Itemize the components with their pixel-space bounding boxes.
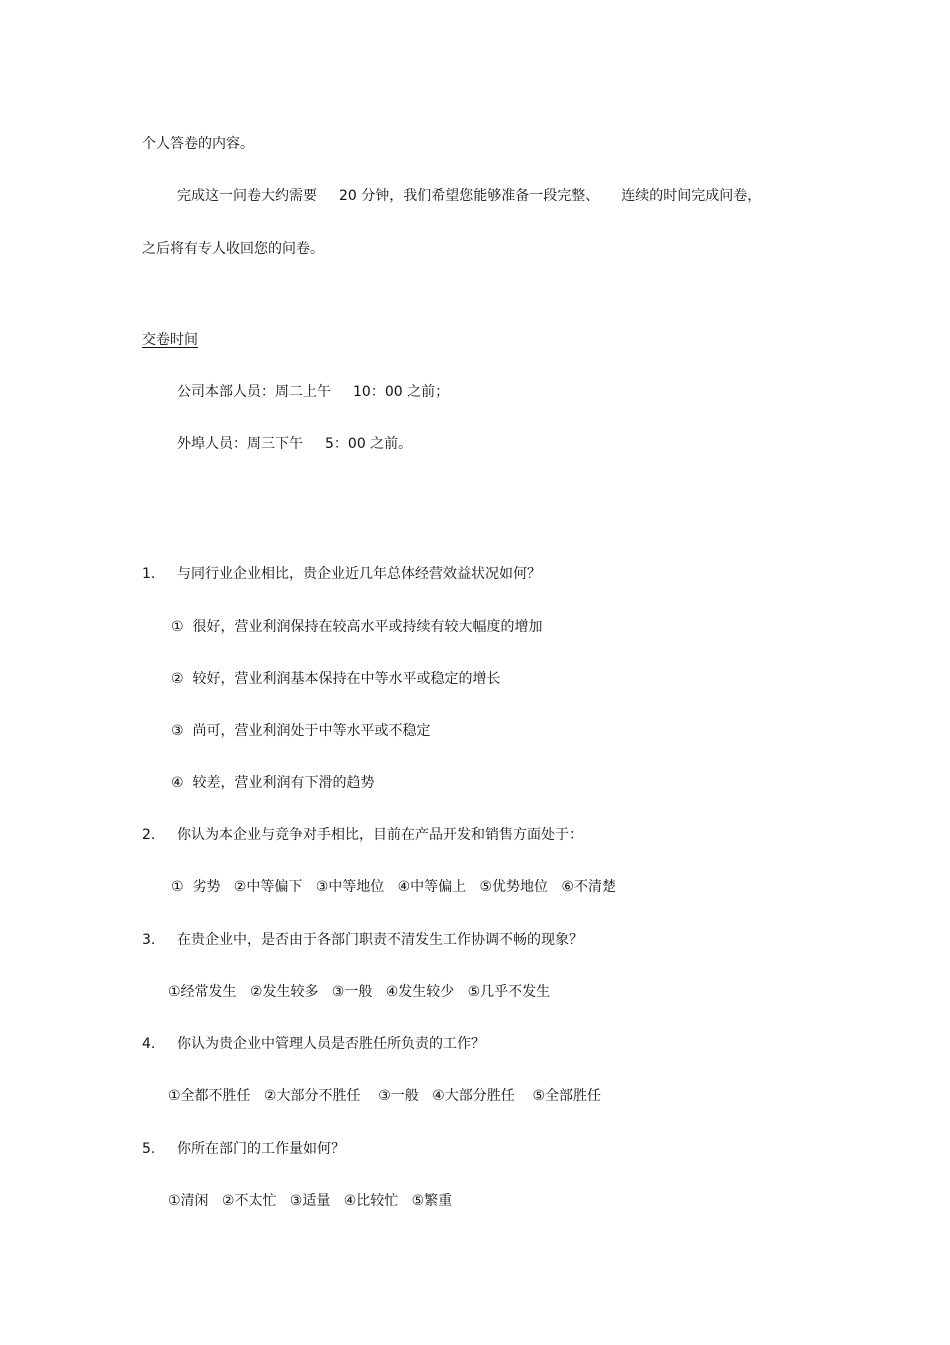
question-2-options: ① 劣势 ②中等偏下 ③中等地位 ④中等偏上 ⑤优势地位 ⑥不清楚 [171, 879, 616, 895]
intro-line-2 [177, 187, 761, 205]
question-3-options: ①经常发生 ②发生较多 ③一般 ④发生较少 ⑤几乎不发生 [168, 984, 551, 1000]
question-1-option-1: ① 很好，营业利润保持在较高水平或持续有较大幅度的增加 [171, 619, 543, 635]
intro-text-3: 之后将有专人收回您的问卷。 [142, 241, 324, 257]
deadline-heading: 交卷时间 [142, 332, 198, 348]
intro-text-1: 个人答卷的内容。 [142, 136, 254, 152]
deadline-hq [177, 383, 449, 401]
intro-line-3 [142, 240, 324, 258]
question-1 [142, 565, 541, 583]
question-text: 在贵企业中，是否由于各部门职责不清发生工作协调不畅的现象？ [177, 932, 583, 948]
question-5 [142, 1140, 345, 1158]
question-1-option-3: ③ 尚可，营业利润处于中等水平或不稳定 [171, 723, 431, 739]
deadline-remote [177, 435, 412, 453]
question-text: 你认为贵企业中管理人员是否胜任所负责的工作？ [177, 1036, 485, 1052]
question-1-option-2: ② 较好，营业利润基本保持在中等水平或稳定的增长 [171, 671, 501, 687]
question-number: 1. [142, 566, 156, 582]
question-5-options: ①清闲 ②不太忙 ③适量 ④比较忙 ⑤繁重 [168, 1193, 453, 1209]
question-number: 3. [142, 932, 156, 948]
question-2 [142, 826, 583, 844]
intro-text-2a: 完成这一问卷大约需要 [177, 188, 317, 204]
deadline-hq-time: 10：00 之前； [353, 384, 450, 400]
deadline-remote-label: 外埠人员：周三下午 [177, 436, 303, 452]
deadline-hq-label: 公司本部人员：周二上午 [177, 384, 331, 400]
question-3 [142, 931, 583, 949]
question-1-option-4: ④ 较差，营业利润有下滑的趋势 [171, 775, 375, 791]
question-number: 4. [142, 1036, 156, 1052]
question-4 [142, 1035, 485, 1053]
question-number: 2. [142, 827, 156, 843]
intro-line-1 [142, 135, 254, 153]
intro-text-2b: 20 分钟，我们希望您能够准备一段完整、 [339, 188, 600, 204]
question-number: 5. [142, 1141, 156, 1157]
question-text: 你认为本企业与竞争对手相比，目前在产品开发和销售方面处于： [177, 827, 583, 843]
deadline-remote-time: 5：00 之前。 [325, 436, 413, 452]
question-text: 你所在部门的工作量如何？ [177, 1141, 345, 1157]
intro-text-2c: 连续的时间完成问卷， [621, 188, 762, 204]
question-4-options: ①全都不胜任 ②大部分不胜任 ③一般 ④大部分胜任 ⑤全部胜任 [168, 1088, 602, 1104]
question-text: 与同行业企业相比，贵企业近几年总体经营效益状况如何？ [177, 566, 541, 582]
